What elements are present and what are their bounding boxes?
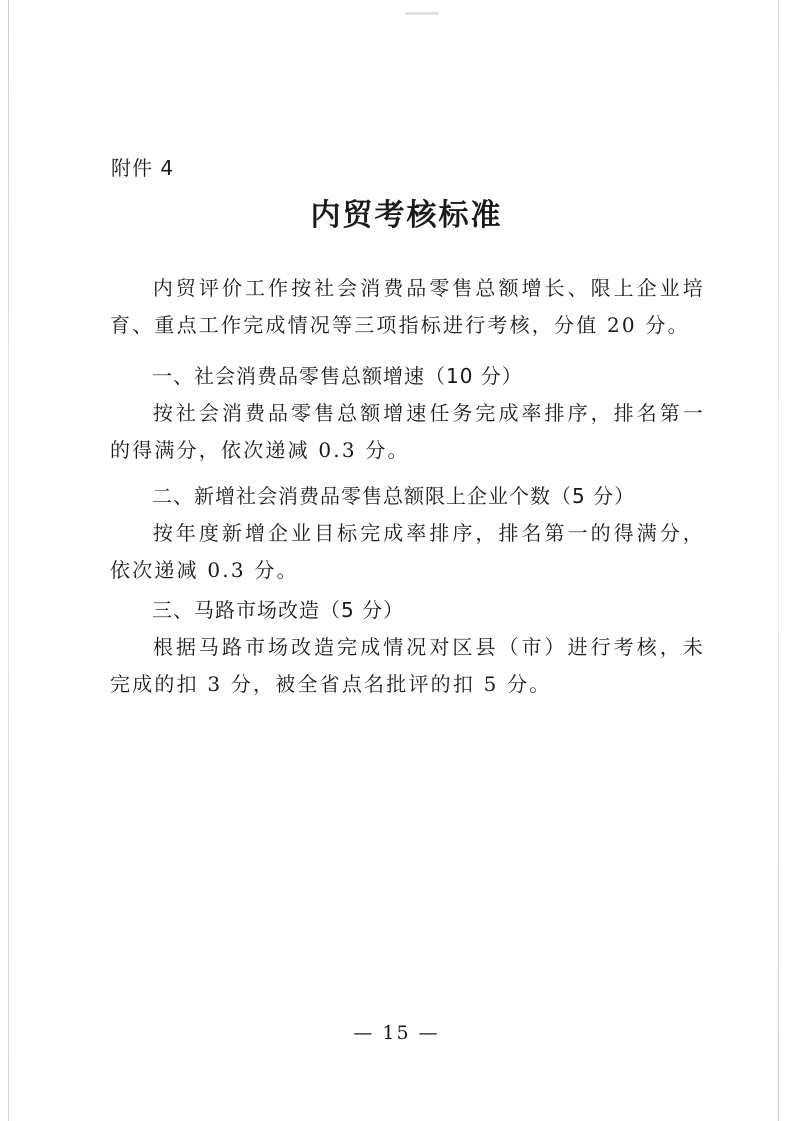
section-body-1-text: 按社会消费品零售总额增速任务完成率排序，排名第一的得满分，依次递减 0.3 分。 (110, 401, 705, 462)
section-heading-2: 二、新增社会消费品零售总额限上企业个数（5 分） (152, 484, 636, 508)
document-title: 内贸考核标准 (310, 198, 503, 233)
section-body-1 (110, 395, 705, 469)
section-heading-3: 三、马路市场改造（5 分） (152, 598, 405, 622)
intro-text: 内贸评价工作按社会消费品零售总额增长、限上企业培育、重点工作完成情况等三项指标进行考核，分值 20 分。 (110, 276, 705, 337)
section-heading-1: 一、社会消费品零售总额增速（10 分） (152, 364, 523, 388)
section-body-2-text: 按年度新增企业目标完成率排序，排名第一的得满分，依次递减 0.3 分。 (110, 521, 705, 582)
scan-mark (405, 12, 439, 15)
attachment-label: 附件 4 (111, 156, 175, 180)
page-number: — 15 — (353, 1022, 440, 1044)
section-body-3-text: 根据马路市场改造完成情况对区县（市）进行考核，未完成的扣 3 分，被全省点名批评的扣 5 分。 (110, 635, 705, 696)
intro-paragraph (110, 270, 705, 344)
section-body-2 (110, 515, 705, 589)
scan-edge-left (8, 0, 9, 1121)
scan-edge-right (778, 0, 779, 1121)
section-body-3 (110, 629, 705, 703)
